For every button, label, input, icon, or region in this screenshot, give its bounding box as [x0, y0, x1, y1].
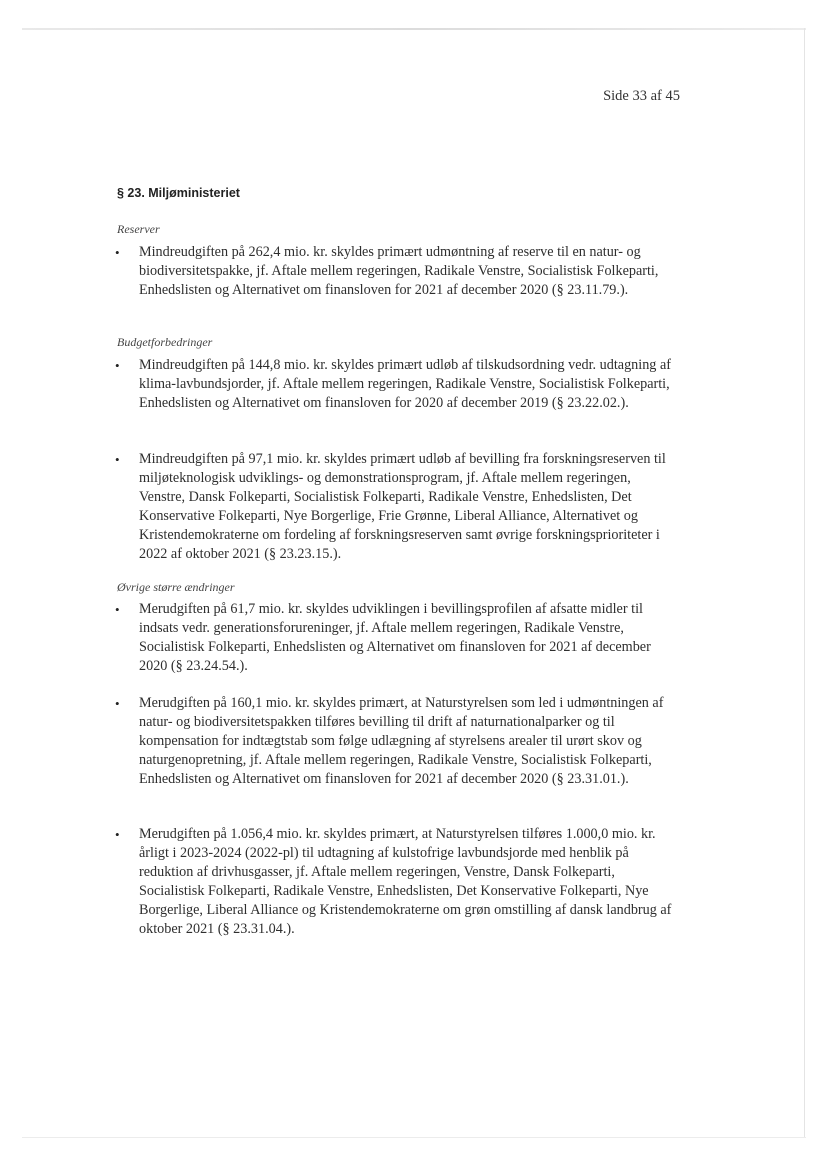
list-item-text: Mindreudgiften på 144,8 mio. kr. skyldes primært udløb af tilskudsordning vedr. udtagning af klima-lavbundsjorder, jf. Aftale mellem regeringen, Radikale Venstre, Socialistisk Folkeparti, Enhedslisten og Alternativet om finansloven for 2020 af december 2019 (§ 23.22.02.). [139, 357, 671, 411]
list-item [115, 825, 675, 939]
page-number: Side 33 af 45 [603, 88, 680, 104]
bullet-icon: • [115, 602, 120, 617]
section-title-budgetforbedringer: Budgetforbedringer [117, 335, 213, 349]
list-item [115, 356, 675, 413]
list-item [115, 243, 675, 300]
scan-edge-top [22, 28, 806, 30]
scan-edge-bottom [22, 1137, 806, 1138]
list-item [115, 600, 675, 676]
bullet-icon: • [115, 696, 120, 711]
bullet-icon: • [115, 452, 120, 467]
section-title-reserver: Reserver [117, 222, 160, 236]
page-heading: § 23. Miljøministeriet [117, 186, 240, 200]
list-item-text: Mindreudgiften på 262,4 mio. kr. skyldes primært udmøntning af reserve til en natur- og biodiversitetspakke, jf. Aftale mellem regeringen, Radikale Venstre, Socialistisk Folkeparti, Enhedslisten og Alternativet om finansloven for 2021 af december 2020 (§ 23.11.79.). [139, 244, 659, 298]
section-title-oevrige: Øvrige større ændringer [117, 580, 235, 594]
list-item-text: Merudgiften på 160,1 mio. kr. skyldes primært, at Naturstyrelsen som led i udmøntningen af natur- og biodiversitetspakken tilføres bevilling til drift af naturnationalparker og til kompensation for indtægtstab som følge udlægning af styrelsens arealer til urørt skov og naturgenopretning, jf. Aftale mellem regeringen, Radikale Venstre, Socialistisk Folkeparti, Enhedslisten og Alternativet om finansloven for 2021 af december 2020 (§ 23.31.01.). [139, 695, 664, 787]
list-item [115, 694, 675, 789]
list-item-text: Mindreudgiften på 97,1 mio. kr. skyldes primært udløb af bevilling fra forskningsreserven til miljøteknologisk udviklings- og demonstrationsprogram, jf. Aftale mellem regeringen, Venstre, Dansk Folkeparti, Socialistisk Folkeparti, Radikale Venstre, Enhedslisten, Det Konservative Folkeparti, Nye Borgerlige, Frie Grønne, Liberal Alliance, Alternativet og Kristendemokraterne om fordeling af forskningsreserven samt øvrige forskningsprioriteter i 2022 af oktober 2021 (§ 23.23.15.). [139, 451, 666, 562]
bullet-icon: • [115, 827, 120, 842]
list-item [115, 450, 675, 564]
list-item-text: Merudgiften på 61,7 mio. kr. skyldes udviklingen i bevillingsprofilen af afsatte midler til indsats vedr. generationsforureninger, jf. Aftale mellem regeringen, Radikale Venstre, Socialistisk Folkeparti, Enhedslisten og Alternativet om finansloven for 2021 af december 2020 (§ 23.24.54.). [139, 601, 651, 674]
list-item-text: Merudgiften på 1.056,4 mio. kr. skyldes primært, at Naturstyrelsen tilføres 1.000,0 mio. kr. årligt i 2023-2024 (2022-pl) til udtagning af kulstofrige lavbundsjorde med henblik på reduktion af drivhusgasser, jf. Aftale mellem regeringen, Venstre, Dansk Folkeparti, Socialistisk Folkeparti, Radikale Venstre, Enhedslisten, Det Konservative Folkeparti, Nye Borgerlige, Liberal Alliance og Kristendemokraterne om grøn omstilling af dansk landbrug af oktober 2021 (§ 23.31.04.). [139, 826, 672, 937]
bullet-icon: • [115, 358, 120, 373]
scan-edge-right [804, 28, 805, 1138]
bullet-icon: • [115, 245, 120, 260]
